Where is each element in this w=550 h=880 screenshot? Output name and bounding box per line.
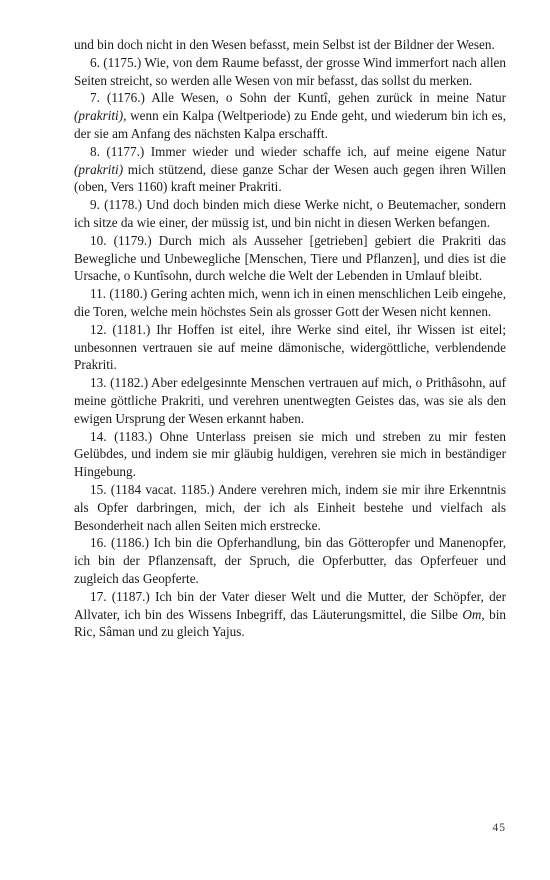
verse-6: 6. (1175.) Wie, von dem Raume befasst, der grosse Wind immerfort nach allen Seiten streicht, so werden alle Wesen von mir befasst, das sollst du merken. bbox=[74, 54, 506, 88]
verse-15: 15. (1184 vacat. 1185.) Andere verehren mich, indem sie mir ihre Erkenntnis als Opfer darbringen, mich, der ich als Einheit bestehe und vielfach als Besonderheit nach allen Seiten mich erstrecke. bbox=[74, 481, 506, 533]
verse-9: 9. (1178.) Und doch binden mich diese Werke nicht, o Beutemacher, sondern ich sitze da wie einer, der müssig ist, und bin nicht in diesen Werken befangen. bbox=[74, 197, 506, 230]
page-number: 45 bbox=[492, 822, 506, 834]
verse-13: 13. (1182.) Aber edelgesinnte Menschen vertrauen auf mich, o Prithâsohn, auf meine göttliche Prakriti, und verehren unentwegten Geistes das, was sie als den ewigen Ursprung der Wesen erkannt haben. bbox=[74, 375, 506, 426]
verse-8: 8. (1177.) Immer wieder und wieder schaffe ich, auf meine eigene Natur (prakriti) mich stützend, diese ganze Schar der Wesen auch gegen ihren Willen (oben, Vers 1160) kraft meiner Prakriti. bbox=[74, 143, 506, 195]
verse-10: 10. (1179.) Durch mich als Ausseher [getrieben] gebiert die Prakriti das Bewegliche und Unbewegliche [Menschen, Tiere und Pflanzen], und dies ist die Ursache, o Kuntîsohn, durch welche die Welt der Lebenden in Umlauf bleibt. bbox=[74, 232, 506, 284]
italic-term: (prakriti), bbox=[74, 108, 127, 124]
body-text bbox=[74, 36, 506, 641]
italic-term: (prakriti) bbox=[74, 161, 124, 177]
verse-17: 17. (1187.) Ich bin der Vater dieser Welt und die Mutter, der Schöpfer, der Allvater, ich bin des Wissens Inbegriff, das Läuterungsmittel, die Silbe Om, bin Ric, Sâman und zu gleich Yajus. bbox=[74, 588, 506, 640]
verse-16: 16. (1186.) Ich bin die Opferhandlung, bin das Götteropfer und Manenopfer, ich bin der Pflanzensaft, der Spruch, die Opferbutter, das Opferfeuer und zugleich das Geopferte. bbox=[74, 535, 506, 586]
verse-7: 7. (1176.) Alle Wesen, o Sohn der Kuntî, gehen zurück in meine Natur (prakriti), wenn ein Kalpa (Weltperiode) zu Ende geht, und wiederum bin ich es, der sie am Anfang des nächsten Kalpa erschafft. bbox=[74, 90, 506, 141]
paragraph-continuation: und bin doch nicht in den Wesen befasst, mein Selbst ist der Bildner der Wesen. bbox=[74, 37, 495, 52]
verse-11: 11. (1180.) Gering achten mich, wenn ich in einen menschlichen Leib eingehe, die Toren, welche mein höchstes Sein als grosser Gott der Wesen nicht kennen. bbox=[74, 286, 506, 319]
italic-term: Om, bbox=[462, 606, 485, 622]
verse-14: 14. (1183.) Ohne Unterlass preisen sie mich und streben zu mir festen Gelübdes, und indem sie mir gläubig huldigen, verehren sie mich in beständiger Hingebung. bbox=[74, 428, 506, 480]
verse-12: 12. (1181.) Ihr Hoffen ist eitel, ihre Werke sind eitel, ihr Wissen ist eitel; unbesonnen vertrauen sie auf meine dämonische, widergöttliche, verblendende Prakriti. bbox=[74, 321, 506, 373]
